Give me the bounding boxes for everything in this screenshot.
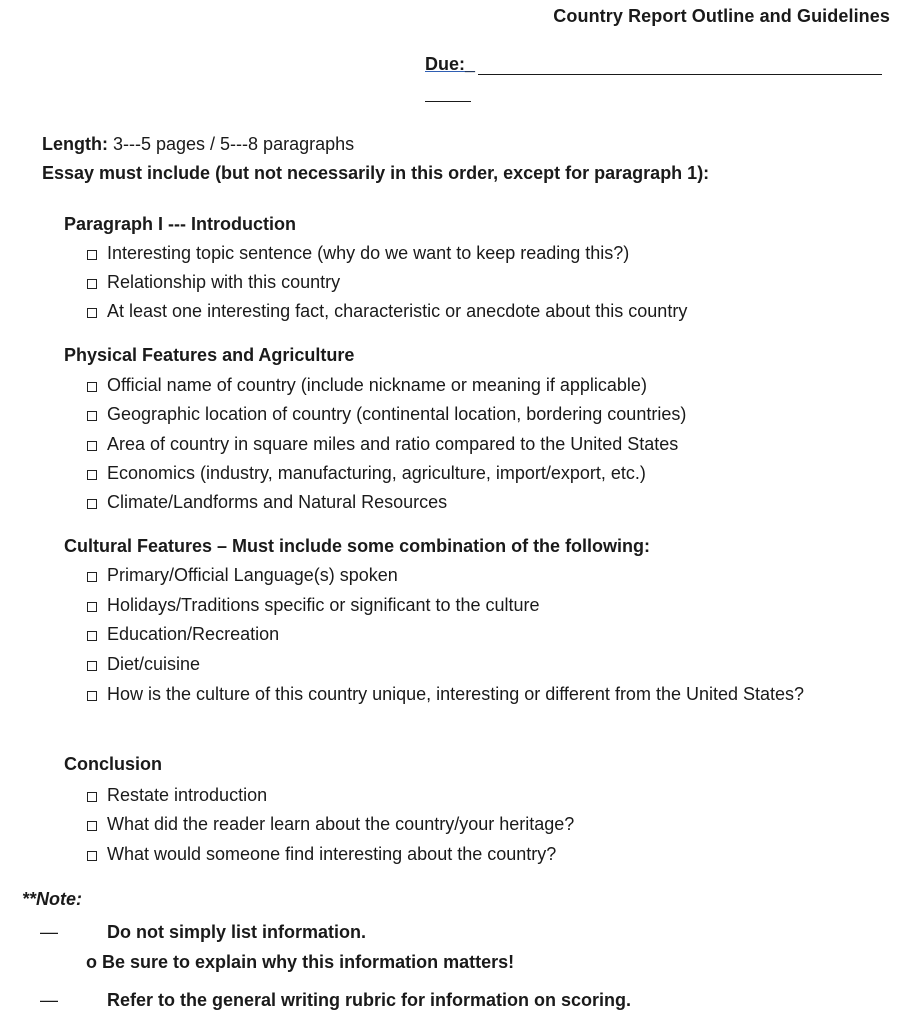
list-item: Holidays/Traditions specific or significant to the culture: [87, 593, 540, 617]
checkbox-icon: [87, 661, 97, 671]
due-label: Due:_: [425, 54, 476, 74]
length-value: 3---5 pages / 5---8 paragraphs: [113, 134, 355, 154]
checkbox-icon: [87, 441, 97, 451]
checkbox-icon: [87, 470, 97, 480]
checkbox-icon: [87, 250, 97, 260]
checkbox-icon: [87, 279, 97, 289]
section-heading-physical-features: Physical Features and Agriculture: [64, 345, 355, 365]
circle-bullet-icon: o: [86, 952, 97, 972]
list-item: What did the reader learn about the country/your heritage?: [87, 812, 574, 836]
note-label: **Note:: [22, 889, 83, 909]
essay-requirements-intro: Essay must include (but not necessarily in this order, except for paragraph 1):: [42, 163, 710, 183]
list-item: What would someone find interesting about the country?: [87, 842, 556, 866]
section-heading-conclusion: Conclusion: [64, 754, 162, 774]
section-heading-cultural-features: Cultural Features – Must include some combination of the following:: [64, 536, 651, 556]
checkbox-icon: [87, 308, 97, 318]
checkbox-icon: [87, 411, 97, 421]
list-item: Climate/Landforms and Natural Resources: [87, 490, 447, 514]
note-line-rubric: Refer to the general writing rubric for information on scoring.: [107, 990, 632, 1010]
list-item: Interesting topic sentence (why do we want to keep reading this?): [87, 241, 629, 265]
list-item: At least one interesting fact, characteristic or anecdote about this country: [87, 299, 687, 323]
list-item: How is the culture of this country unique, interesting or different from the United States?: [87, 682, 887, 706]
checkbox-icon: [87, 851, 97, 861]
list-item: Geographic location of country (continental location, bordering countries): [87, 402, 686, 426]
checkbox-icon: [87, 821, 97, 831]
checkbox-icon: [87, 602, 97, 612]
list-item: Restate introduction: [87, 783, 267, 807]
checkbox-icon: [87, 631, 97, 641]
checkbox-icon: [87, 572, 97, 582]
dash-bullet: —: [40, 922, 58, 942]
list-item: Education/Recreation: [87, 622, 279, 646]
checkbox-icon: [87, 499, 97, 509]
due-blank-line-continued: [425, 101, 471, 102]
checkbox-icon: [87, 382, 97, 392]
list-item: Area of country in square miles and ratio compared to the United States: [87, 432, 678, 456]
document-title: Country Report Outline and Guidelines: [553, 6, 890, 26]
list-item: Diet/cuisine: [87, 652, 200, 676]
due-field: [425, 54, 475, 75]
dash-bullet: —: [40, 990, 58, 1010]
checkbox-icon: [87, 792, 97, 802]
due-blank-line: [478, 74, 882, 75]
length-label: Length:: [42, 134, 108, 154]
note-line-explain: Be sure to explain why this information matters!: [102, 952, 515, 972]
list-item: Official name of country (include nickname or meaning if applicable): [87, 373, 647, 397]
length-requirement: [42, 134, 354, 155]
list-item: Economics (industry, manufacturing, agriculture, import/export, etc.): [87, 461, 646, 485]
section-heading-introduction: Paragraph I --- Introduction: [64, 214, 296, 234]
list-item: Primary/Official Language(s) spoken: [87, 563, 398, 587]
checkbox-icon: [87, 691, 97, 701]
list-item: Relationship with this country: [87, 270, 340, 294]
circle-bullet: [86, 952, 514, 973]
note-line-list-info: Do not simply list information.: [107, 922, 367, 942]
